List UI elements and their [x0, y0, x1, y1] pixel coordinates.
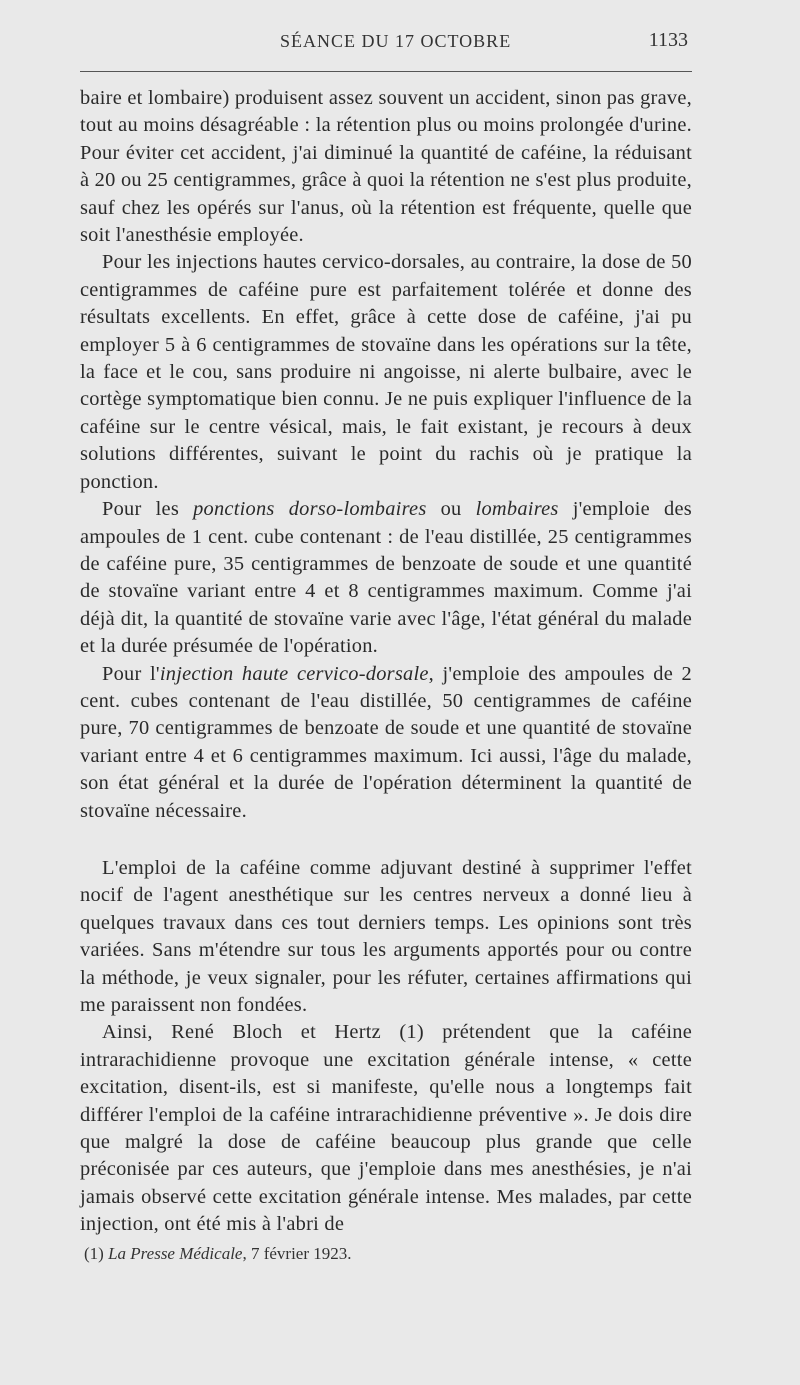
p3-italic-2: lombaires [475, 498, 559, 521]
paragraph-2: Pour les injections hautes cervico-dorsales, au contraire, la dose de 50 centigrammes de caféine pure est parfaitement tolérée et donne des résultats excellents. En effet, grâce à cette dose de caféine, j'ai pu employer 5 à 6 centigrammes de stovaïne dans les opérations sur la tête, la face et le cou, sans produire ni angoisse, ni alerte bulbaire, avec le cortège symptomatique bien connu. Je ne puis expliquer l'influence de la caféine sur le centre vésical, mais, le fait existant, je recours à deux solutions différentes, suivant le point du rachis où je pratique la ponction. [80, 251, 692, 493]
p4-italic-1: injection haute cervico-dorsale [159, 662, 429, 685]
footnote [84, 1244, 684, 1264]
footnote-source: La Presse Médicale [108, 1244, 243, 1263]
p4-text-before: Pour l' [102, 662, 160, 685]
p3-text-after: j'emploie des ampoules de 1 cent. cube contenant : de l'eau distillée, 25 centigrammes de caféine pure, 35 centigrammes de benzoate de soude et une quantité de stovaïne variant entre 4 et 8 centigrammes maximum. Comme j'ai déjà dit, la quantité de stovaïne varie avec l'âge, l'état général du malade et la durée présumée de l'opération. [80, 498, 692, 658]
header-rule [80, 71, 692, 72]
running-title: SÉANCE DU 17 OCTOBRE [280, 31, 512, 51]
paragraph-6: Ainsi, René Bloch et Hertz (1) prétendent que la caféine intrarachidienne provoque une excitation générale intense, « cette excitation, disent-ils, est si manifeste, qu'elle nous a longtemps fait différer l'emploi de la caféine intrarachidienne préventive ». Je dois dire que malgré la dose de caféine beaucoup plus grande que celle préconisée par ces auteurs, que j'emploie dans mes anesthésies, je n'ai jamais observé cette excitation générale intense. Mes malades, par cette injection, ont été mis à l'abri de [80, 1021, 692, 1236]
paragraph-4 [80, 661, 692, 825]
body-text [80, 85, 692, 1239]
p3-text-mid: ou [426, 498, 476, 521]
paragraph-5: L'emploi de la caféine comme adjuvant destiné à supprimer l'effet nocif de l'agent anesthétique sur les centres nerveux a donné lieu à quelques travaux dans ces tout derniers temps. Les opinions sont très variées. Sans m'étendre sur tous les arguments apportés pour ou contre la méthode, je veux signaler, pour les réfuter, certaines affirmations qui me paraissent non fondées. [80, 856, 692, 1016]
page-number: 1133 [648, 29, 688, 51]
p4-text-after: , j'emploie des ampoules de 2 cent. cubes contenant de l'eau distillée, 50 centigrammes de caféine pure, 70 centigrammes de benzoate de soude et une quantité de stovaïne variant entre 4 et 6 centigrammes maximum. Ici aussi, l'âge du malade, son état général et la durée de l'opération déterminent la quantité de stovaïne nécessaire. [80, 662, 692, 822]
p3-text-before: Pour les [102, 498, 194, 521]
footnote-marker: (1) [84, 1244, 104, 1263]
p3-italic-1: ponctions dorso-lombaires [193, 498, 427, 521]
footnote-date: , 7 février 1923. [242, 1244, 352, 1263]
page-header [80, 27, 692, 55]
section-gap [80, 825, 692, 855]
paragraph-3 [80, 496, 692, 660]
paragraph-1: baire et lombaire) produisent assez souvent un accident, sinon pas grave, tout au moins désagréable : la rétention plus ou moins prolongée d'urine. Pour éviter cet accident, j'ai diminué la quantité de caféine, la réduisant à 20 ou 25 centigrammes, grâce à quoi la rétention ne s'est plus produite, sauf chez les opérés sur l'anus, où la rétention est fréquente, quelle que soit l'anesthésie employée. [80, 87, 692, 247]
